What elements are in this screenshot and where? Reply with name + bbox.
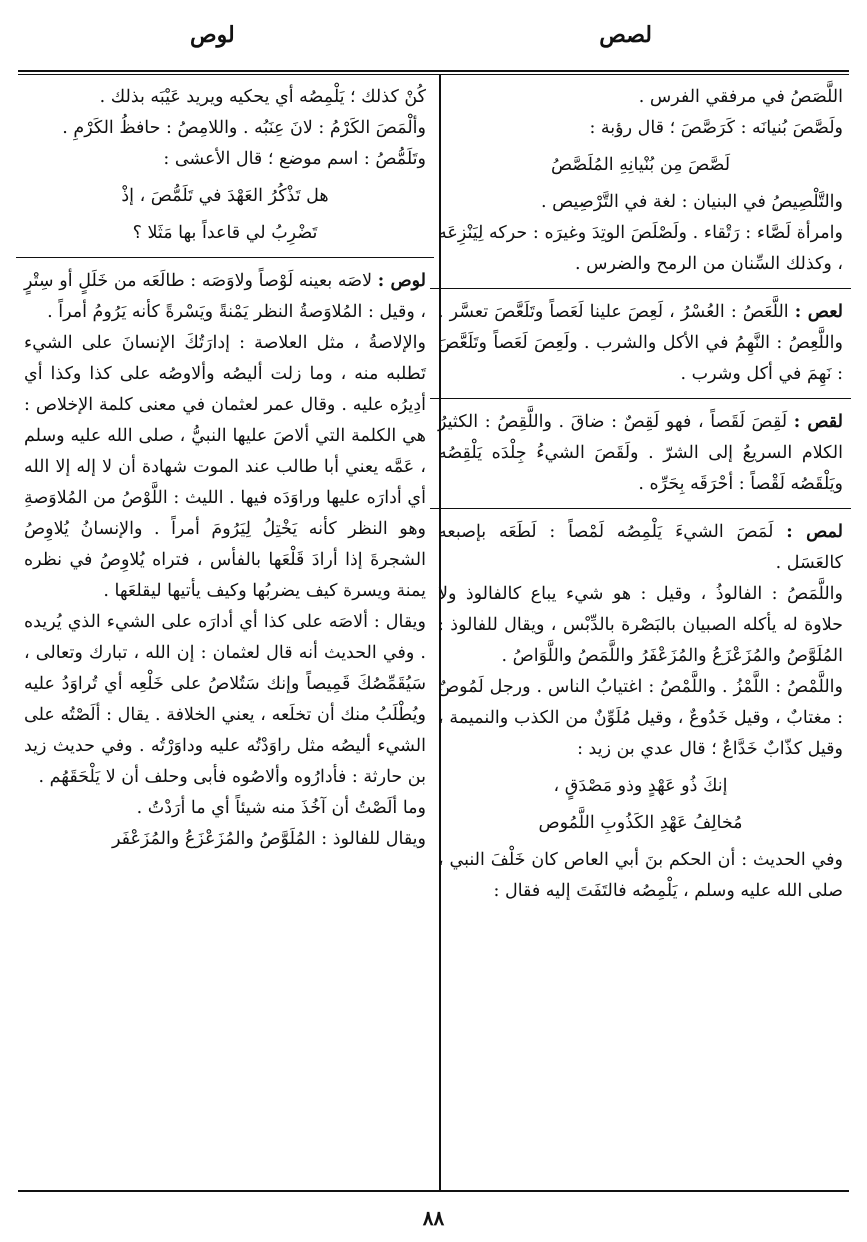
paragraph: والإلاصةُ ، مثل العلاصة : إدارَتُكَ الإنسانَ على الشيء تَطلبه منه ، وما زلت أليصُه وألاوصُه على كذا وكذا أي أدِيرُه عليه . وقال عمر لعثمان في معنى كلمة الإخلاص : هي الكلمة التي ألاصَ عليها النبيُّ ، صلى الله عليه وسلم ، عَمَّه يعني أبا طالب عند الموت شهادة أن لا إله إلا الله أي أدارَه عليها وراوَدَه فيها . الليث : اللَّوْصُ من المُلاوَصةِ وهو النظر كأنه يَخْتِلُ لِيَرُومَ أمراً . والإنسانُ يُلاوِصُ الشجرةَ إذا أرادَ قَلْعَها بالفأس ، فتراه يُلاوِصُ في نظره يمنة ويسرة كيف يضربُها وكيف يأتيها ليقلعَها . — [24, 333, 426, 601]
paragraph: وما ألَصْتُ أن آخُذَ منه شيئاً أي ما أرَدْتُ . — [136, 798, 426, 818]
entry-text: لاصَه بعينه لَوْصاً ولاوَصَه : طالَعَه من خَلَلٍ أو سِتْرٍ ، وقيل : المُلاوَصةُ النظر يَمْنةً ويَسْرةً كأنه يَرُومُ أمراً . — [24, 271, 426, 322]
verse-line: إنكَ ذُو عَهْدٍ وذو مَصْدَقٍ ، — [553, 776, 728, 796]
entry-divider — [430, 398, 851, 399]
entry-text: لَمَصَ الشيءَ يَلْمِصُه لَمْصاً : لَطَعَه بإصبعه كالعَسَل . — [438, 522, 843, 573]
paragraph: ويقال : ألاصَه على كذا أي أدارَه على الشيء الذي يُريده . وفي الحديث أنه قال لعثمان : إن الله ، تبارك وتعالى ، سَيُقَمِّصُكَ قَمِيصاً وإنك سَتُلاصُ على خَلْعِه أي تُراوَدُ عليه ويُطْلَبُ منك أن تخلَعه ، يعني الخلافة . يقال : ألَصْتُه على الشيء أليصُه مثل راوَدْتُه عليه وداوَرْتُه . وفي حديث زيد بن حارثة : فأدارُوه وألاصُوه فأبى وحلف أن لا يَلْحَقَهُم . — [24, 612, 426, 787]
headword: لمص : — [786, 522, 843, 542]
header-right-word: لصص — [599, 22, 652, 48]
paragraph: وامرأة لَصَّاء : رَتْقاء . ولَصْلَصَ الوتِدَ وغيرَه : حركه لِيَنْزِعَه ، وكذلك السِّنان من الرمح والضرس . — [438, 223, 843, 274]
left-column — [24, 82, 426, 855]
paragraph: وفي الحديث : أن الحكم بنَ أبي العاص كان خَلْفَ النبي ، صلى الله عليه وسلم ، يَلْمِصُه فالتَفَتَ إليه فقال : — [438, 850, 843, 901]
verse-line: لَصَّصَ مِن بُنْيانِهِ المُلَصَّصُ — [550, 155, 731, 175]
paragraph: وألْمَصَ الكَرْمُ : لانَ عِنَبُه . واللامِصُ : حافظُ الكَرْمِ . — [62, 118, 426, 138]
right-column — [438, 82, 843, 907]
verse-line: هل تَذْكُرُ العَهْدَ في تَلَمُّصَ ، إذْ — [121, 186, 329, 206]
entry-divider — [430, 508, 851, 509]
headword: لعص : — [794, 302, 843, 322]
headword: لوص : — [377, 271, 426, 291]
page-number: ٨٨ — [422, 1206, 445, 1230]
entry-lams — [438, 517, 843, 579]
entry-lass — [438, 297, 843, 390]
paragraph: وتَلَمُّصُ : اسم موضع ؛ قال الأعشى : — [163, 149, 426, 169]
entry-text: اللَّعَصُ : العُسْرُ ، لَعِصَ علينا لَعَصاً وتَلَعَّصَ تعسَّر . واللَّعِصُ : النَّهِمُ في الأكل والشرب . ولَعِصَ لَعَصاً وتَلَعَّصَ : نَهِمَ في أكل وشرب . — [438, 302, 843, 384]
paragraph: ويقال للفالوذ : المُلَوَّصُ والمُزَعْزَعُ والمُزَعْفَر — [111, 829, 426, 849]
paragraph: والتَّلْصِيصُ في البنيان : لغة في التَّرْصِيص . — [540, 192, 843, 212]
bottom-rule — [18, 1190, 849, 1192]
paragraph: اللَّصَصُ في مرفقي الفرس . — [638, 87, 843, 107]
verse-line: تَضْرِبُ لي قاعداً بها مَثَلا ؟ — [132, 223, 318, 243]
entry-lws — [24, 266, 426, 328]
paragraph: واللَّمَصُ : الفالوذُ ، وقيل : هو شيء يباع كالفالوذ ولا حلاوة له يأكله الصبيان بالبَصْرة بالدِّبْس ، ويقال للفالوذ : المُلَوَّصُ والمُزَعْزَعُ والمُزَعْفَرُ واللَّمَصُ واللَّوَاصُ . — [438, 584, 843, 666]
top-rule-inner — [18, 74, 849, 75]
top-rule — [18, 70, 849, 72]
entry-text: لَقِصَ لَقَصاً ، فهو لَقِصٌ : ضاقَ . واللَّقِصُ : الكثيرُ الكلام السريعُ إلى الشرّ . ولَقَصَ الشيءُ جِلْدَه يَلْقِصُه ويَلْقَصُه لَقْصاً : أحْرَقَه بِحَرِّه . — [438, 412, 843, 494]
paragraph: ولَصَّصَ بُنيانَه : كَرَصَّصَ ؛ قال رؤبة : — [589, 118, 843, 138]
entry-divider — [16, 257, 434, 258]
entry-divider — [430, 288, 851, 289]
paragraph: كُنْ كذلك ؛ يَلْمِصُه أي يحكيه ويريد عَيْبَه بذلك . — [99, 87, 426, 107]
entry-laqs — [438, 407, 843, 500]
verse-line: مُخالِفُ عَهْدِ الكَذُوبِ اللَّمُوص — [538, 813, 743, 833]
paragraph: واللَّمْصُ : اللَّمْزُ . واللَّمْصُ : اغتيابُ الناس . ورجل لَمُوصٌ : مغتابٌ ، وقيل خَدُوعٌ ، وقيل مُلَوِّنٌ من الكذب والنميمة ، وقيل كذّابٌ خَدَّاعٌ ؛ قال عدي بن زيد : — [438, 677, 843, 759]
header-left-word: لوص — [190, 22, 235, 48]
headword: لقص : — [793, 412, 843, 432]
